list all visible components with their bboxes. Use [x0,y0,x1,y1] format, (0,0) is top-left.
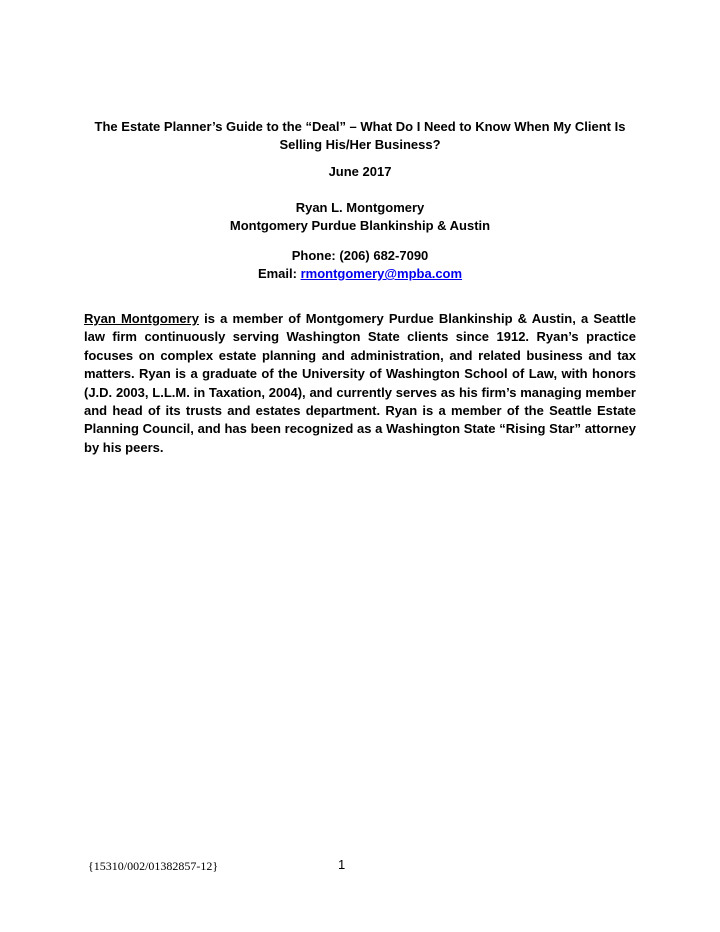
phone-number: (206) 682-7090 [339,248,429,263]
author-name: Ryan L. Montgomery [295,200,425,215]
author-firm: Montgomery Purdue Blankinship & Austin [229,218,491,233]
author-phone-line [84,247,636,265]
document-title: The Estate Planner’s Guide to the “Deal” – What Do I Need to Know When My Client Is Selling His/Her Business? [94,119,626,152]
page-number: 1 [338,857,346,872]
email-label: Email: [257,266,297,281]
author-email-line [84,265,636,283]
bio-author-name: Ryan Montgomery [84,311,199,326]
document-date: June 2017 [328,164,392,179]
email-link[interactable]: rmontgomery@mpba.com [300,266,463,281]
author-bio [84,310,636,457]
phone-label: Phone: [291,248,336,263]
footer-document-id: {15310/002/01382857-12} [88,859,219,873]
bio-text: is a member of Montgomery Purdue Blankinship & Austin, a Seattle law firm continuously serving Washington State clients since 1912. Ryan’s practice focuses on complex estate planning and administration, and related business and tax matters. Ryan is a graduate of the University of Washington School of Law, with honors (J.D. 2003, L.L.M. in Taxation, 2004), and currently serves as his firm’s managing member and head of its trusts and estates department. Ryan is a member of the Seattle Estate Planning Council, and has been recognized as a Washington State “Rising Star” attorney by his peers. [84,311,636,455]
